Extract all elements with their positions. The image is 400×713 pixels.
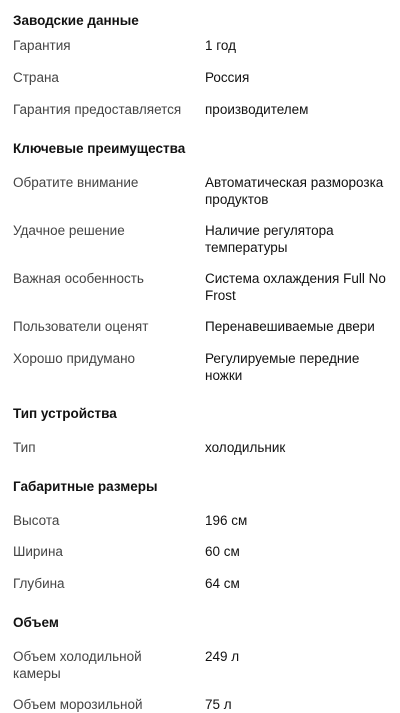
spec-label-country: Страна xyxy=(13,70,59,85)
spec-label-users-appreciate: Пользователи оценят xyxy=(13,319,149,334)
spec-value-note: Автоматическая разморозка продуктов xyxy=(205,175,384,207)
spec-value-fridge-volume: 249 л xyxy=(205,649,240,664)
spec-value-warranty-provider: производителем xyxy=(205,102,309,117)
spec-value-type: холодильник xyxy=(205,440,286,455)
spec-value-country: Россия xyxy=(205,70,250,85)
spec-value-important-feature: Система охлаждения Full No Frost xyxy=(205,271,386,303)
spec-label-warranty: Гарантия xyxy=(13,38,71,53)
section-title-factory-data: Заводские данные xyxy=(13,13,139,28)
spec-label-freezer-volume: Объем морозильной xyxy=(13,697,143,712)
section-title-dimensions: Габаритные размеры xyxy=(13,479,158,494)
spec-label-note: Обратите внимание xyxy=(13,175,139,190)
spec-label-warranty-provider: Гарантия предоставляется xyxy=(13,102,182,117)
section-title-key-advantages: Ключевые преимущества xyxy=(13,141,186,156)
spec-label-well-designed: Хорошо придумано xyxy=(13,351,136,366)
spec-value-depth: 64 см xyxy=(205,576,240,591)
spec-value-freezer-volume: 75 л xyxy=(205,697,232,712)
spec-label-important-feature: Важная особенность xyxy=(13,271,144,286)
spec-label-good-solution: Удачное решение xyxy=(13,223,125,238)
spec-label-fridge-volume: Объем холодильной камеры xyxy=(13,649,142,681)
section-title-volume: Объем xyxy=(13,615,59,630)
spec-label-type: Тип xyxy=(13,440,36,455)
section-title-device-type: Тип устройства xyxy=(13,406,117,421)
spec-value-warranty: 1 год xyxy=(205,38,236,53)
spec-value-height: 196 см xyxy=(205,513,248,528)
spec-value-well-designed: Регулируемые передние ножки xyxy=(205,351,360,383)
spec-value-users-appreciate: Перенавешиваемые двери xyxy=(205,319,375,334)
spec-label-height: Высота xyxy=(13,513,60,528)
spec-label-depth: Глубина xyxy=(13,576,65,591)
spec-value-width: 60 см xyxy=(205,544,240,559)
spec-label-width: Ширина xyxy=(13,544,63,559)
spec-value-good-solution: Наличие регулятора температуры xyxy=(205,223,334,255)
